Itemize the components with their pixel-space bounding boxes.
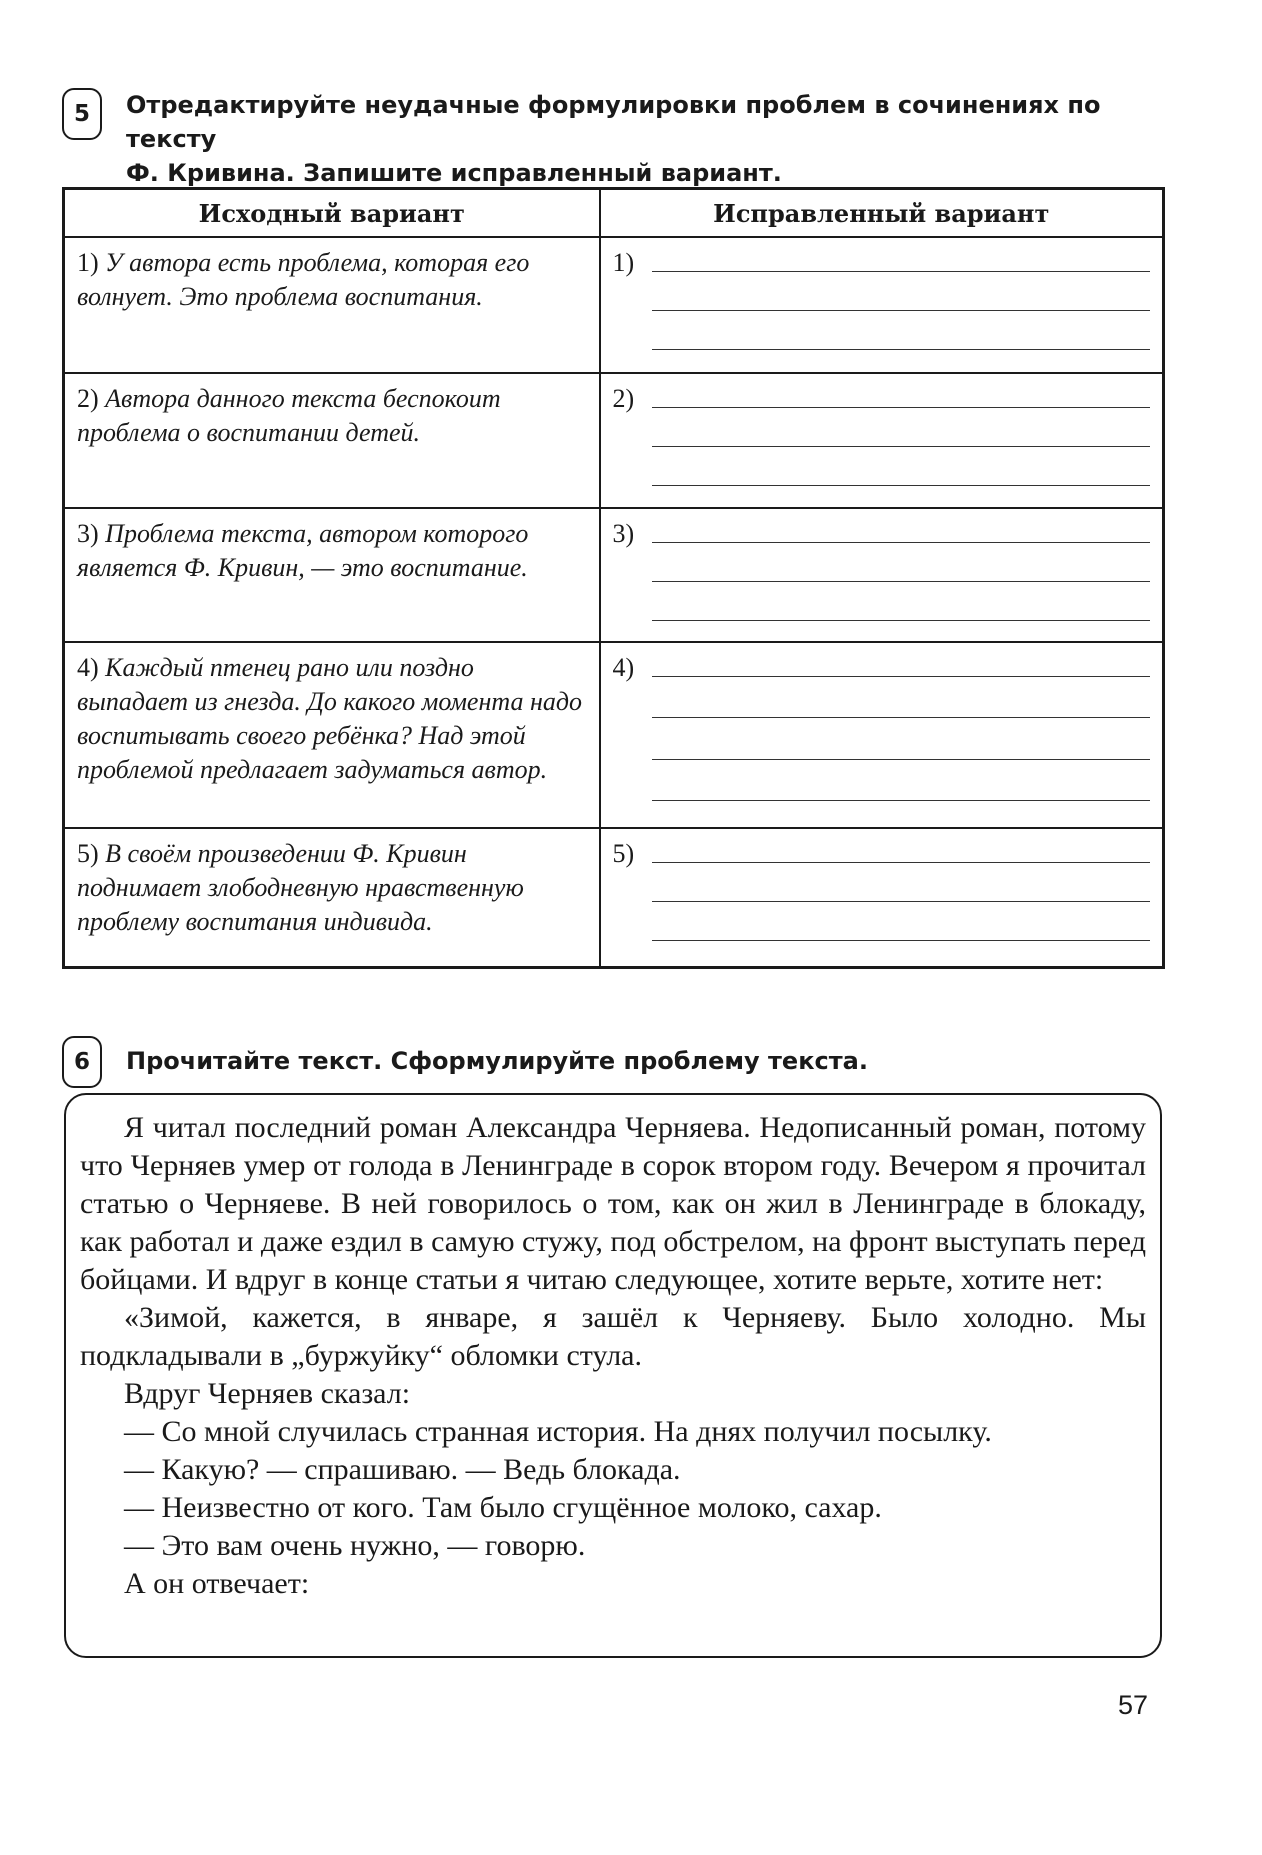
answer-line[interactable] (652, 676, 1151, 677)
task-5-instruction (126, 88, 1166, 190)
row-number: 2) (77, 384, 99, 413)
answer-cell[interactable] (600, 373, 1164, 508)
answer-line[interactable] (652, 485, 1151, 486)
row-number: 3) (77, 519, 99, 548)
row-number: 4) (77, 653, 99, 682)
column-header-corrected: Исправленный вариант (600, 189, 1164, 238)
answer-label: 5) (612, 839, 635, 868)
task-6-header (62, 1036, 1166, 1088)
task-5-table (62, 187, 1165, 969)
answer-line[interactable] (652, 446, 1151, 447)
original-variant-cell (64, 508, 600, 642)
answer-cell[interactable] (600, 828, 1164, 967)
table-row (64, 237, 1164, 373)
answer-label: 3) (612, 519, 635, 548)
answer-label: 1) (612, 248, 635, 277)
answer-line[interactable] (652, 407, 1151, 408)
original-text: В своём произведении Ф. Кривин поднимает злободневную нравственную проблему воспитания индивида. (77, 839, 524, 936)
table-row (64, 642, 1164, 828)
dialogue-line: — Какую? — спрашиваю. — Ведь блокада. (124, 1453, 681, 1486)
answer-cell[interactable] (600, 508, 1164, 642)
answer-line[interactable] (652, 759, 1151, 760)
dialogue-line: — Неизвестно от кого. Там было сгущённое молоко, сахар. (124, 1491, 882, 1524)
original-variant-cell (64, 373, 600, 508)
original-text: У автора есть проблема, которая его волнует. Это проблема воспитания. (77, 248, 530, 311)
answer-cell[interactable] (600, 642, 1164, 828)
text-paragraph: А он отвечает: (124, 1567, 310, 1600)
task-6-number: 6 (62, 1036, 102, 1088)
task-5-number: 5 (62, 88, 102, 140)
table-row (64, 373, 1164, 508)
answer-label: 2) (612, 384, 635, 413)
task-5-instruction-line1: Отредактируйте неудачные формулировки проблем в сочинениях по тексту (126, 91, 1101, 153)
answer-cell[interactable] (600, 237, 1164, 373)
answer-line[interactable] (652, 581, 1151, 582)
text-paragraph: Я читал последний роман Александра Черняева. Недописанный роман, потому что Черняев умер от голода в Ленинграде в сорок втором году. Вечером я прочитал статью о Черняеве. В ней говорилось о том, как он жил в Ленинграде в блокаду, как работал и даже ездил в самую стужу, под обстрелом, на фронт выступать перед бойцами. И вдруг в конце статьи я читаю следующее, хотите верьте, хотите нет: (80, 1111, 1146, 1296)
column-header-original: Исходный вариант (64, 189, 600, 238)
task-5-instruction-line2: Ф. Кривина. Запишите исправленный вариант. (126, 159, 782, 187)
answer-line[interactable] (652, 901, 1151, 902)
text-paragraph: «Зимой, кажется, в январе, я зашёл к Черняеву. Было холодно. Мы подкладывали в „буржуйку“ обломки стула. (80, 1301, 1146, 1372)
task-5-header (62, 88, 1166, 190)
row-number: 1) (77, 248, 99, 277)
answer-line[interactable] (652, 862, 1151, 863)
original-text: Каждый птенец рано или поздно выпадает из гнезда. До какого момента надо воспитывать своего ребёнка? Над этой проблемой предлагает задуматься автор. (77, 653, 583, 784)
table-row (64, 828, 1164, 967)
text-paragraph: Вдруг Черняев сказал: (124, 1377, 411, 1410)
reading-text-box (64, 1093, 1162, 1658)
original-variant-cell (64, 828, 600, 967)
row-number: 5) (77, 839, 99, 868)
table-header-row (64, 189, 1164, 238)
original-text: Автора данного текста беспокоит проблема о воспитании детей. (77, 384, 501, 447)
answer-line[interactable] (652, 800, 1151, 801)
dialogue-line: — Со мной случилась странная история. На днях получил посылку. (124, 1415, 992, 1448)
dialogue-line: — Это вам очень нужно, — говорю. (124, 1529, 586, 1562)
page-number: 57 (1118, 1690, 1149, 1720)
original-variant-cell (64, 237, 600, 373)
answer-label: 4) (612, 653, 635, 682)
table-row (64, 508, 1164, 642)
original-variant-cell (64, 642, 600, 828)
answer-line[interactable] (652, 271, 1151, 272)
answer-line[interactable] (652, 349, 1151, 350)
task-6-instruction: Прочитайте текст. Сформулируйте проблему текста. (126, 1047, 868, 1075)
answer-line[interactable] (652, 717, 1151, 718)
answer-line[interactable] (652, 620, 1151, 621)
original-text: Проблема текста, автором которого является Ф. Кривин, — это воспитание. (77, 519, 529, 582)
answer-line[interactable] (652, 542, 1151, 543)
answer-line[interactable] (652, 310, 1151, 311)
answer-line[interactable] (652, 940, 1151, 941)
